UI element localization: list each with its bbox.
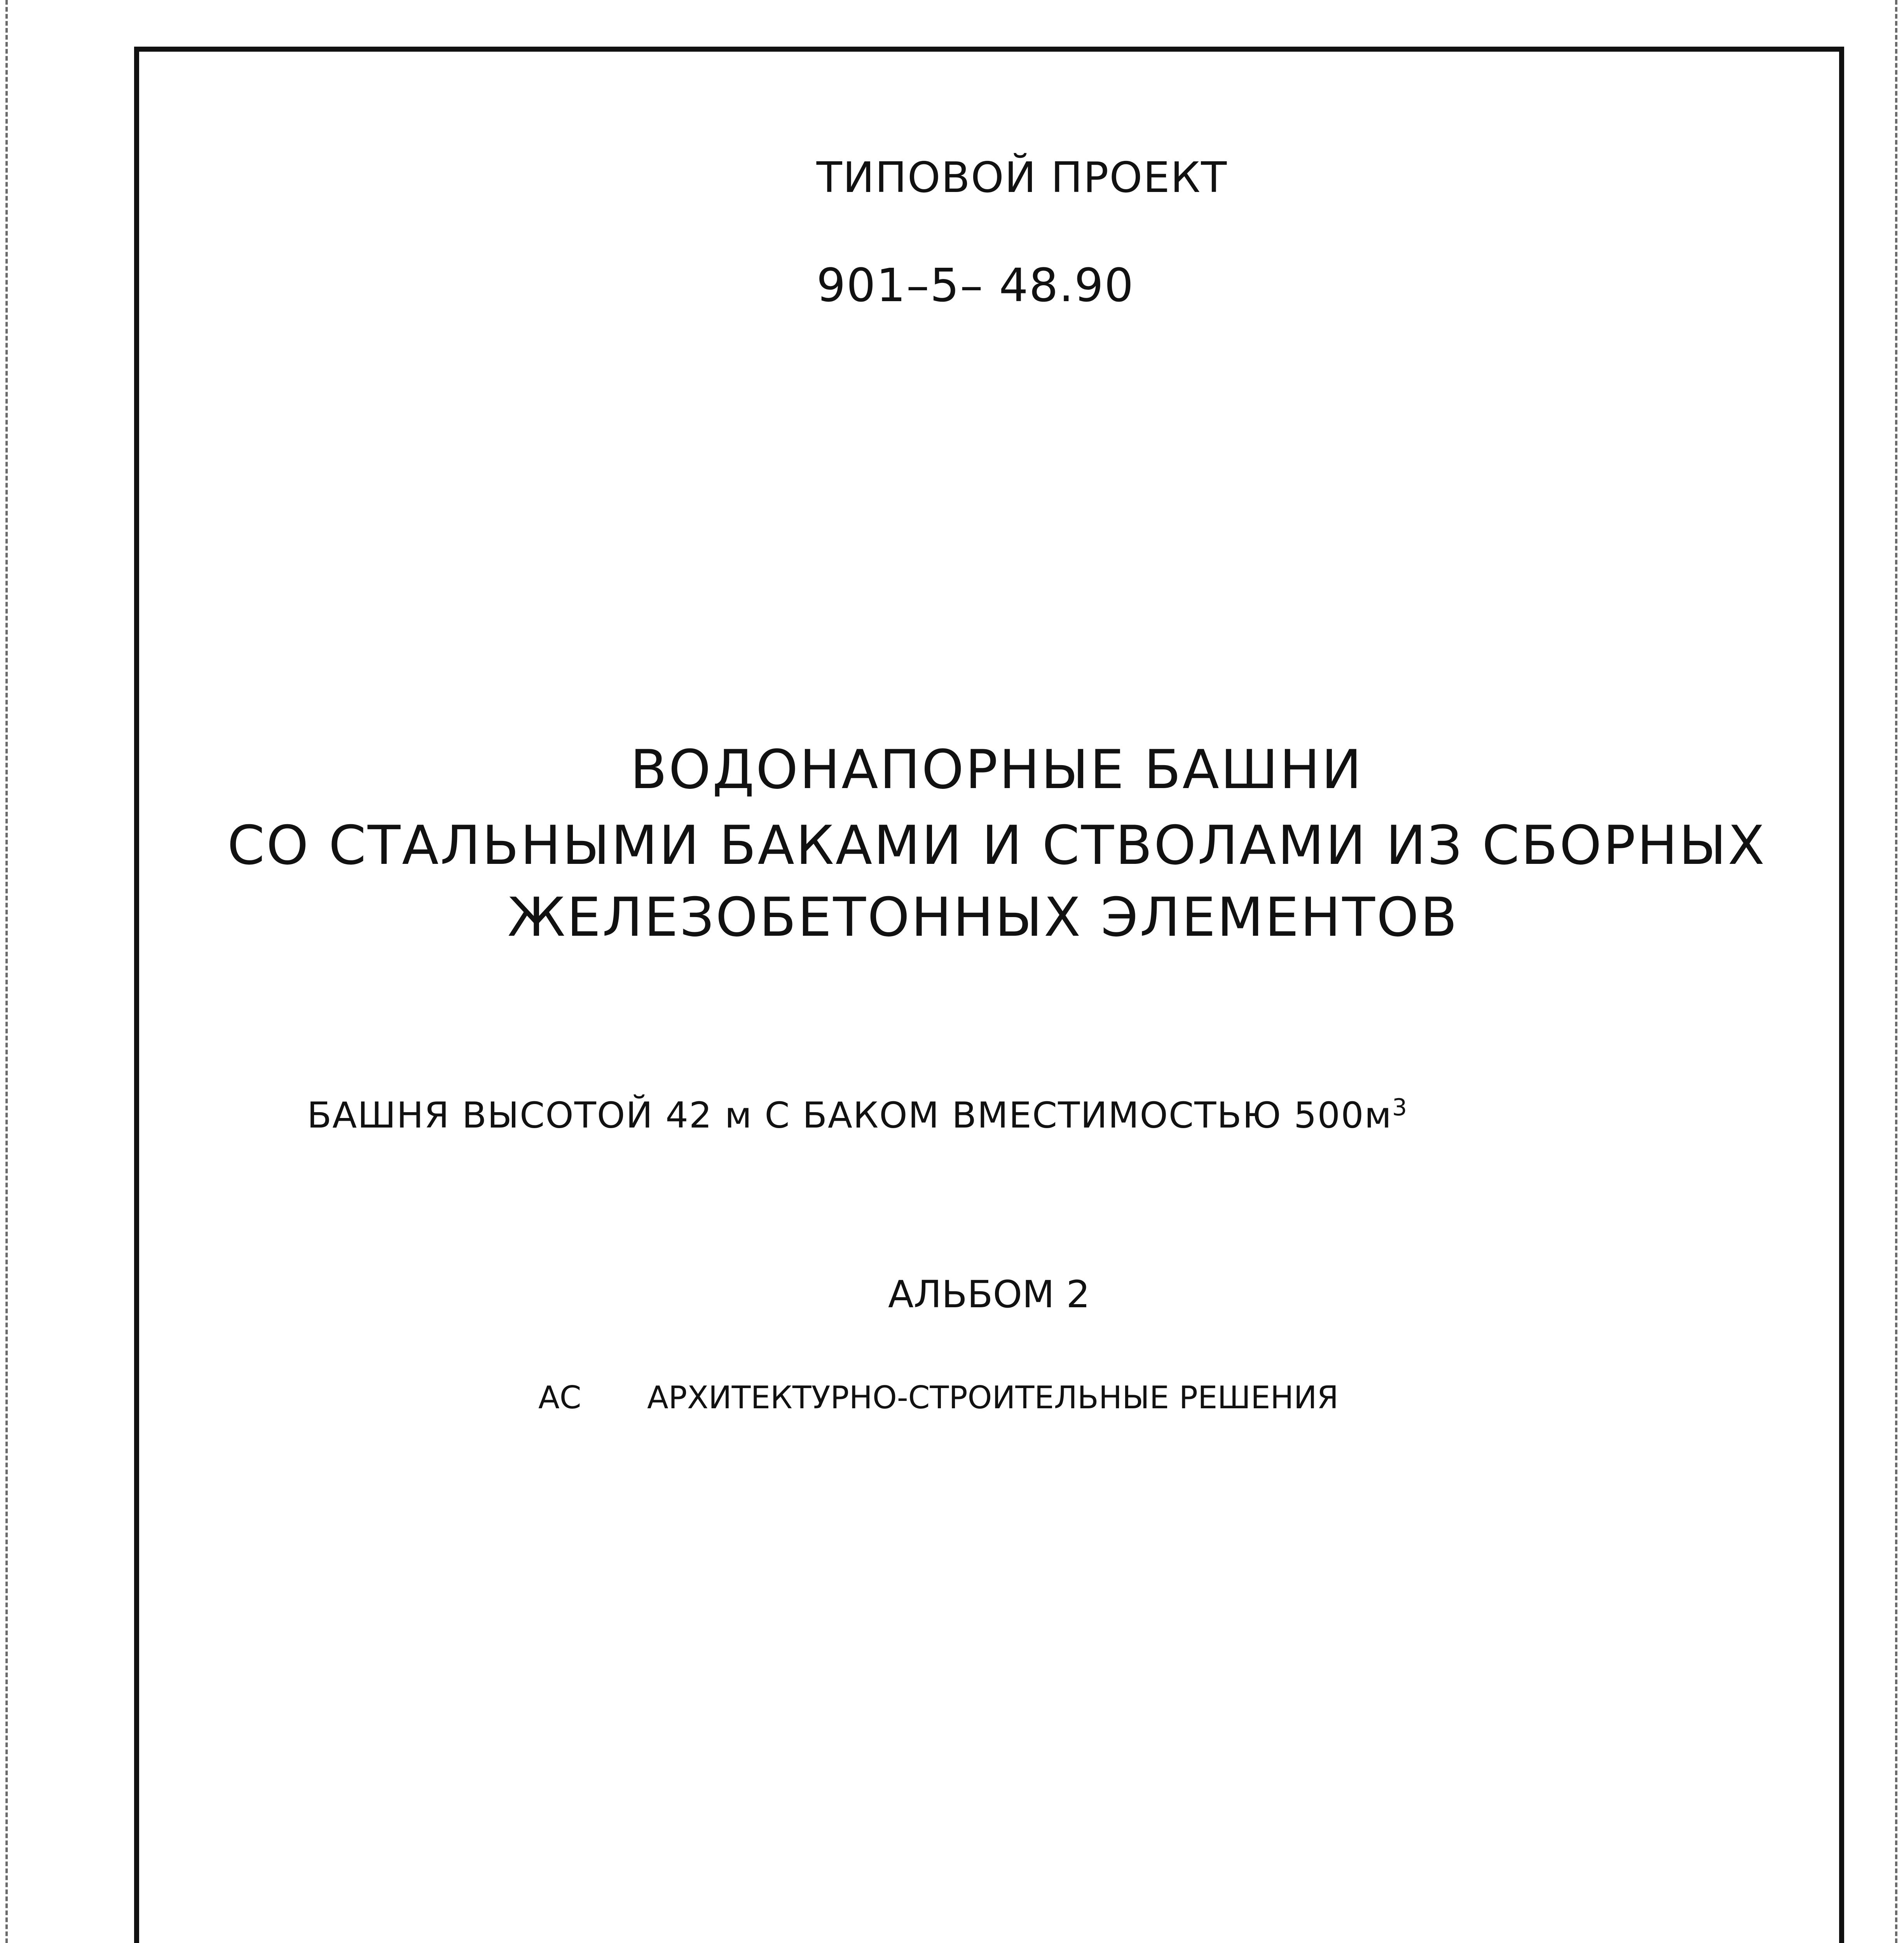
- main-title-line-3: ЖЕЛЕЗОБЕТОННЫХ ЭЛЕМЕНТОВ: [507, 886, 1459, 949]
- main-title-line-1: ВОДОНАПОРНЫЕ БАШНИ: [630, 738, 1363, 801]
- drawing-frame: [134, 47, 1844, 1943]
- tower-subtitle-text: БАШНЯ ВЫСОТОЙ 42 м С БАКОМ ВМЕСТИМОСТЬЮ 500м: [307, 1094, 1393, 1136]
- cubic-superscript: 3: [1392, 1094, 1408, 1121]
- section-title: АРХИТЕКТУРНО-СТРОИТЕЛЬНЫЕ РЕШЕНИЯ: [647, 1380, 1339, 1416]
- project-number: 901–5– 48.90: [816, 258, 1134, 312]
- tower-subtitle: [307, 1094, 1408, 1136]
- project-type: ТИПОВОЙ ПРОЕКТ: [816, 153, 1228, 202]
- album-label: АЛЬБОМ 2: [888, 1273, 1090, 1316]
- sheet-edge-left: [5, 0, 8, 1943]
- section-code: АС: [538, 1380, 581, 1416]
- main-title-line-2: СО СТАЛЬНЫМИ БАКАМИ И СТВОЛАМИ ИЗ СБОРНЫХ: [227, 814, 1766, 877]
